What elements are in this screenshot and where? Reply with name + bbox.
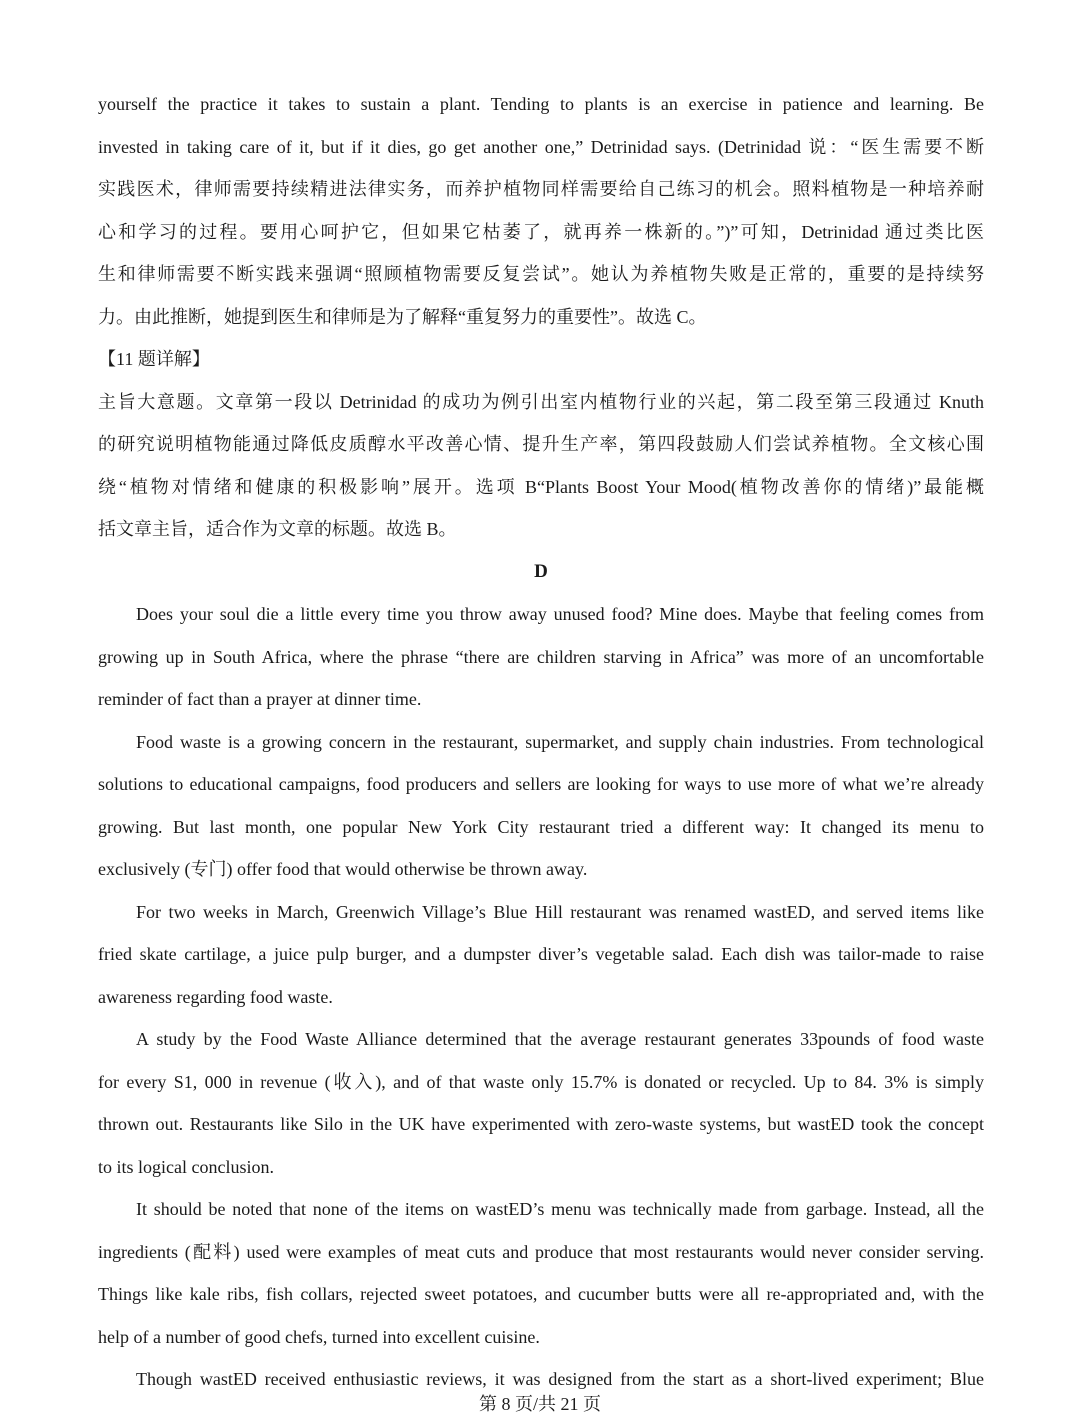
text-line: for every S1, 000 in revenue (收入), and of that waste only 15.7% is donated or recycled. Up to 84. 3% is simply — [98, 1071, 984, 1092]
text-line: thrown out. Restaurants like Silo in the UK have experimented with zero-waste systems, but wastED took the concept — [98, 1114, 984, 1134]
text-line: A study by the Food Waste Alliance determined that the average restaurant generates 33pounds of food waste — [136, 1029, 984, 1049]
text-line: to its logical conclusion. — [98, 1156, 274, 1177]
text-line: For two weeks in March, Greenwich Village’s Blue Hill restaurant was renamed wastED, and served items like — [136, 901, 984, 922]
text-line: 力。由此推断，她提到医生和律师是为了解释“重复努力的重要性”。故选 C。 — [98, 306, 707, 327]
text-line: Food waste is a growing concern in the restaurant, supermarket, and supply chain industries. From technological — [136, 731, 984, 752]
text-line: It should be noted that none of the items on wastED’s menu was technically made from garbage. Instead, all the — [136, 1199, 984, 1219]
text-line: yourself the practice it takes to sustain a plant. Tending to plants is an exercise in patience and learning. Be — [98, 94, 984, 114]
text-line: help of a number of good chefs, turned into excellent cuisine. — [98, 1326, 540, 1347]
text-line: 生和律师需要不断实践来强调“照顾植物需要反复尝试”。她认为养植物失败是正常的，重要的是持续努 — [98, 264, 984, 284]
text-line: fried skate cartilage, a juice pulp burger, and a dumpster diver’s vegetable salad. Each dish was tailor-made to raise — [98, 944, 984, 964]
text-line: Though wastED received enthusiastic reviews, it was designed from the start as a short-lived experiment; Blue — [136, 1369, 984, 1389]
text-line: awareness regarding food waste. — [98, 986, 333, 1007]
text-line: 的研究说明植物能通过降低皮质醇水平改善心情、提升生产率，第四段鼓励人们尝试养植物。全文核心围 — [98, 434, 984, 454]
text-line: reminder of fact than a prayer at dinner time. — [98, 689, 422, 709]
text-line: 【11 题详解】 — [98, 349, 210, 369]
text-line: 实践医术，律师需要持续精进法律实务，而养护植物同样需要给自己练习的机会。照料植物是一种培养耐 — [98, 179, 984, 199]
text-line: 主旨大意题。文章第一段以 Detrinidad 的成功为例引出室内植物行业的兴起，第二段至第三段通过 Knuth — [98, 391, 984, 412]
text-line: 绕“植物对情绪和健康的积极影响”展开。选项 B“Plants Boost Your Mood(植物改善你的情绪)”最能概 — [98, 476, 984, 497]
section-heading: D — [534, 560, 548, 582]
text-line: 括文章主旨，适合作为文章的标题。故选 B。 — [98, 519, 457, 539]
document-body — [98, 83, 984, 1401]
text-line: Things like kale ribs, fish collars, rejected sweet potatoes, and cucumber butts were all re-appropriated and, with the — [98, 1284, 984, 1304]
text-line: 心和学习的过程。要用心呵护它，但如果它枯萎了，就再养一株新的。”)”可知，Detrinidad 通过类比医 — [98, 221, 984, 242]
page-number: 第 8 页/共 21 页 — [478, 1394, 601, 1414]
text-line: growing up in South Africa, where the phrase “there are children starving in Africa” was more of an uncomfortable — [98, 646, 984, 667]
text-line: Does your soul die a little every time you throw away unused food? Mine does. Maybe that feeling comes from — [136, 604, 984, 624]
text-line: growing. But last month, one popular New York City restaurant tried a different way: It changed its menu to — [98, 816, 984, 837]
text-line: solutions to educational campaigns, food producers and sellers are looking for ways to use more of what we’re already — [98, 774, 984, 794]
text-line: exclusively (专门) offer food that would otherwise be thrown away. — [98, 859, 588, 879]
text-line: ingredients (配料) used were examples of meat cuts and produce that most restaurants would never consider serving. — [98, 1241, 984, 1262]
text-line: invested in taking care of it, but if it dies, go get another one,” Detrinidad says. (Detrinidad 说：“医生需要不断 — [98, 136, 984, 157]
